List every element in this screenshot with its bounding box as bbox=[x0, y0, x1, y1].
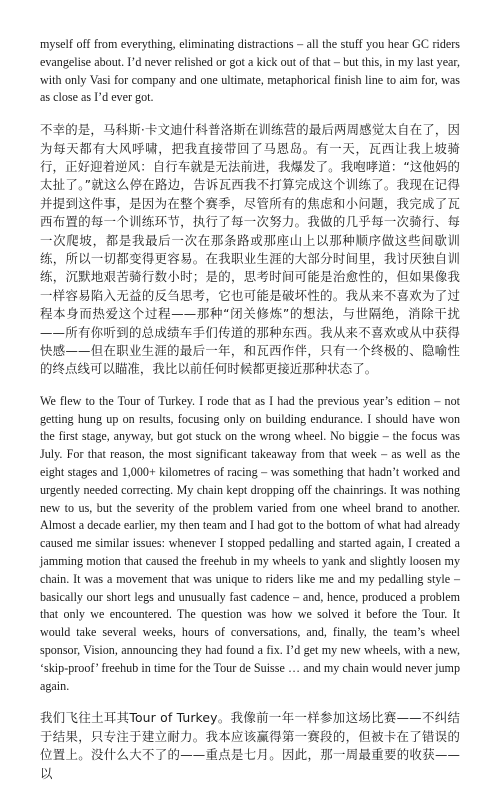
paragraph-zh-1: 不幸的是，马科斯·卡文迪什科普洛斯在训练营的最后两周感觉太自在了，因为每天都有大风呼啸，把我直接带回了马恩岛。有一天，瓦西让我上坡骑行，正好迎着逆风：自行车就是无法前进，我爆发了。我咆哮道：“这他妈的太扯了。”就这么停在路边，告诉瓦西我不打算完成这个训练了。我现在记得并提到这件事，是因为在整个赛季，尽管所有的焦虑和小问题，我完成了瓦西布置的每一个训练环节，执行了每一次努力。我做的几乎每一次骑行、每一次爬坡，都是我最后一次在那条路或那座山上以那种顺序做这些间歇训练，所以一切都变得更容易。在我职业生涯的大部分时间里，我讨厌独自训练，沉默地艰苦骑行数小时；是的，思考时间可能是治愈性的，但如果像我一样容易陷入无益的反刍思考，它也可能是破坏性的。我从来不喜欢为了过程本身而热爱这个过程——那种“闭关修炼”的想法，与世隔绝，消除干扰——所有你听到的总成绩车手们传道的那种东西。我从来不喜欢或从中获得快感——但在职业生涯的最后一年，和瓦西作伴，只有一个终极的、隐喻性的终点线可以瞄准，我比以前任何时候都更接近那种状态了。 bbox=[40, 122, 460, 377]
paragraph-en-1: myself off from everything, eliminating distractions – all the stuff you hear GC riders evangelise about. I’d never relished or got a kick out of that – but this, in my last year, with only Vasi for company and one ultimate, metaphorical finish line to aim for, was as close as I’d ever got. bbox=[40, 37, 460, 105]
document-page bbox=[40, 36, 460, 797]
paragraph-en-2: We flew to the Tour of Turkey. I rode that as I had the previous year’s edition – not getting hung up on results, focusing only on building endurance. I should have won the first stage, anyway, but got stuck on the wrong wheel. No biggie – the focus was July. For that reason, the most significant takeaway from that week – as well as the eight stages and 1,000+ kilometres of racing – was something that hadn’t worked and urgently needed correcting. My chain kept dropping off the chainrings. It was nothing new to us, but the severity of the problem varied from one wheel brand to another. Almost a decade earlier, my then team and I had got to the bottom of what had already caused me similar issues: whenever I stopped pedalling and started again, I created a jamming motion that caused the freehub in my wheels to yank and slightly loosen my chain. It was a movement that was unique to riders like me and my pedalling style – basically our short legs and unusually fast cadence – and, hence, produced a problem that only we encountered. The question was how we solved it before the Tour. It would take several weeks, hours of conversations, and, finally, the team’s wheel sponsor, Vision, announcing they had found a fix. I’d get my new wheels, with a new, ‘skip-proof’ freehub in time for the Tour de Suisse … and my chain would never jump again. bbox=[40, 393, 460, 693]
paragraph-zh-2: 我们飞往土耳其Tour of Turkey。我像前一年一样参加这场比赛——不纠结于结果，只专注于建立耐力。我本应该赢得第一赛段的，但被卡在了错误的位置上。没什么大不了的——重点是七月。因此，那一周最重要的收获——以 bbox=[40, 710, 460, 781]
